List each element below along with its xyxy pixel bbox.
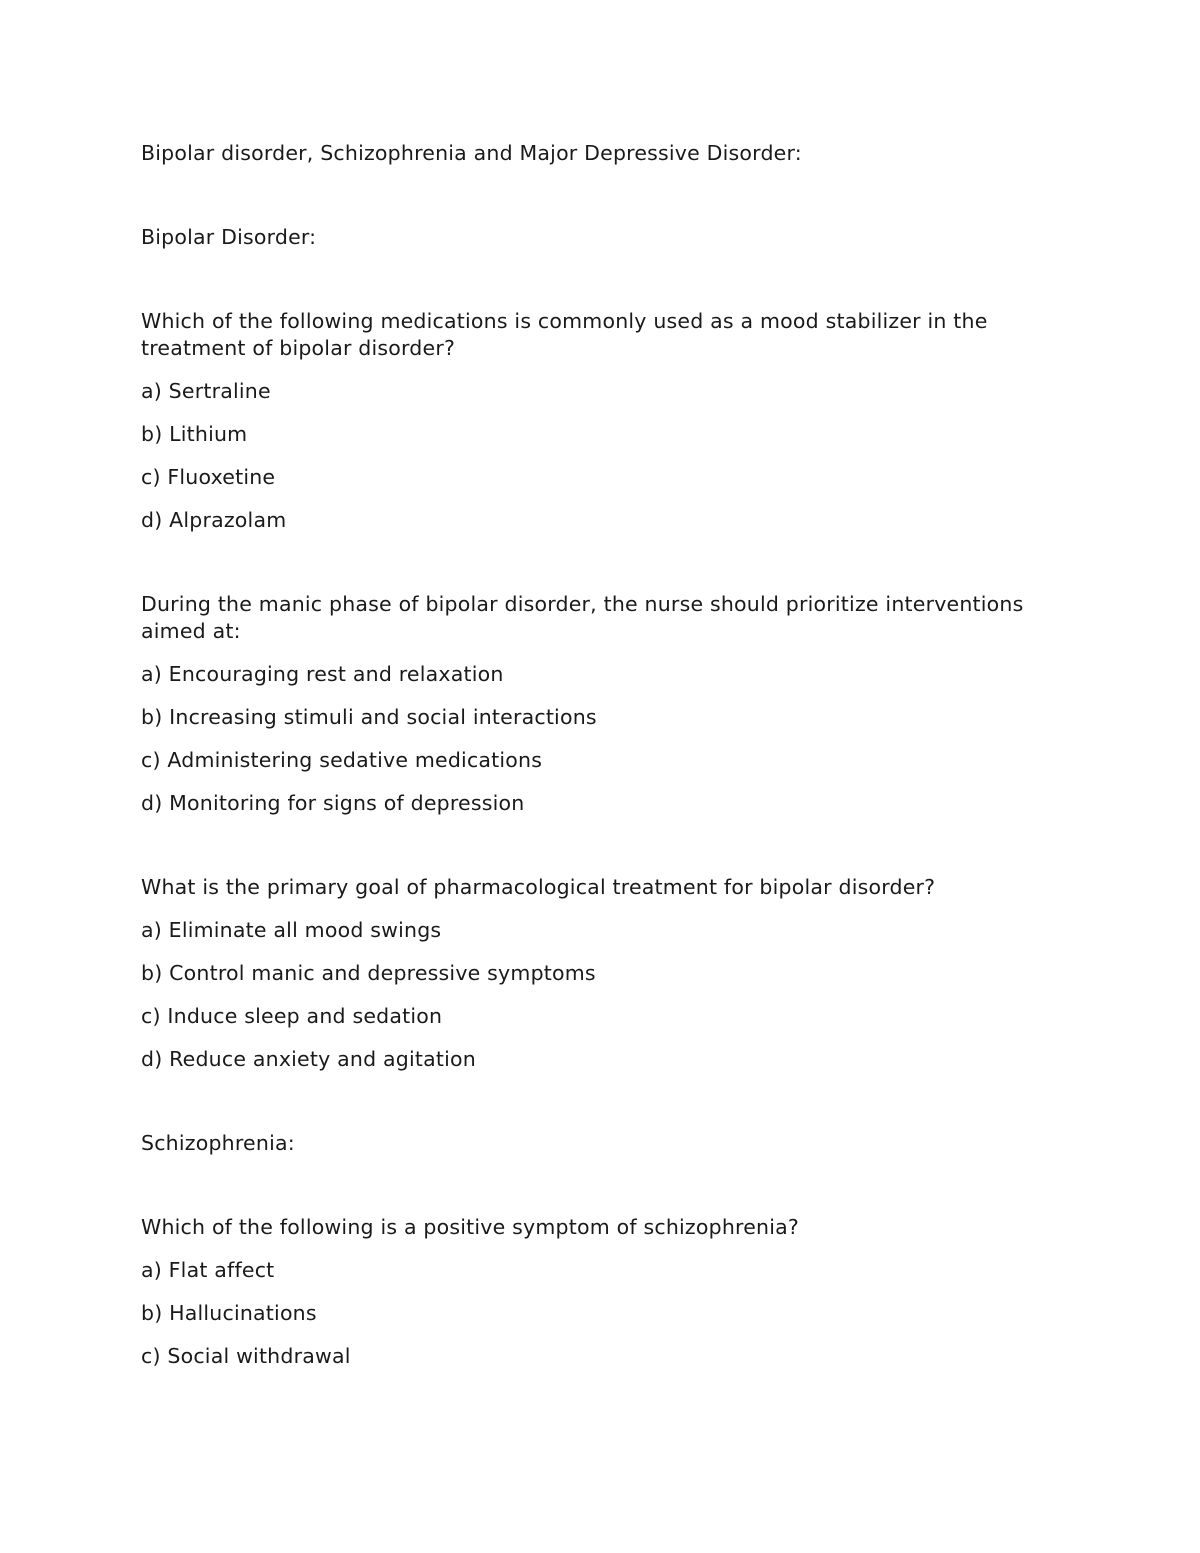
question-1-option-b: b) Lithium	[141, 422, 248, 446]
question-3-option-b: b) Control manic and depressive symptoms	[141, 961, 596, 985]
question-3-option-d: d) Reduce anxiety and agitation	[141, 1047, 476, 1071]
question-3-option-a: a) Eliminate all mood swings	[141, 918, 442, 942]
question-2-option-c: c) Administering sedative medications	[141, 748, 543, 772]
question-4-option-b: b) Hallucinations	[141, 1301, 317, 1325]
document-page	[141, 140, 1071, 1370]
question-2-option-a: a) Encouraging rest and relaxation	[141, 662, 504, 686]
question-4-option-c: c) Social withdrawal	[141, 1344, 351, 1368]
question-1: Which of the following medications is commonly used as a mood stabilizer in the treatment of bipolar disorder?	[141, 309, 995, 360]
question-1-option-c: c) Fluoxetine	[141, 465, 276, 489]
question-3: What is the primary goal of pharmacological treatment for bipolar disorder?	[141, 875, 936, 899]
question-2-option-d: d) Monitoring for signs of depression	[141, 791, 525, 815]
question-4: Which of the following is a positive symptom of schizophrenia?	[141, 1215, 799, 1239]
question-1-option-d: d) Alprazolam	[141, 508, 287, 532]
document-title: Bipolar disorder, Schizophrenia and Major Depressive Disorder:	[141, 141, 802, 165]
question-2-option-b: b) Increasing stimuli and social interactions	[141, 705, 597, 729]
question-1-option-a: a) Sertraline	[141, 379, 271, 403]
section-heading-schizophrenia: Schizophrenia:	[141, 1131, 295, 1155]
question-3-option-c: c) Induce sleep and sedation	[141, 1004, 443, 1028]
section-heading-bipolar: Bipolar Disorder:	[141, 225, 317, 249]
question-4-option-a: a) Flat affect	[141, 1258, 275, 1282]
question-2: During the manic phase of bipolar disorder, the nurse should prioritize interventions aimed at:	[141, 592, 1031, 643]
